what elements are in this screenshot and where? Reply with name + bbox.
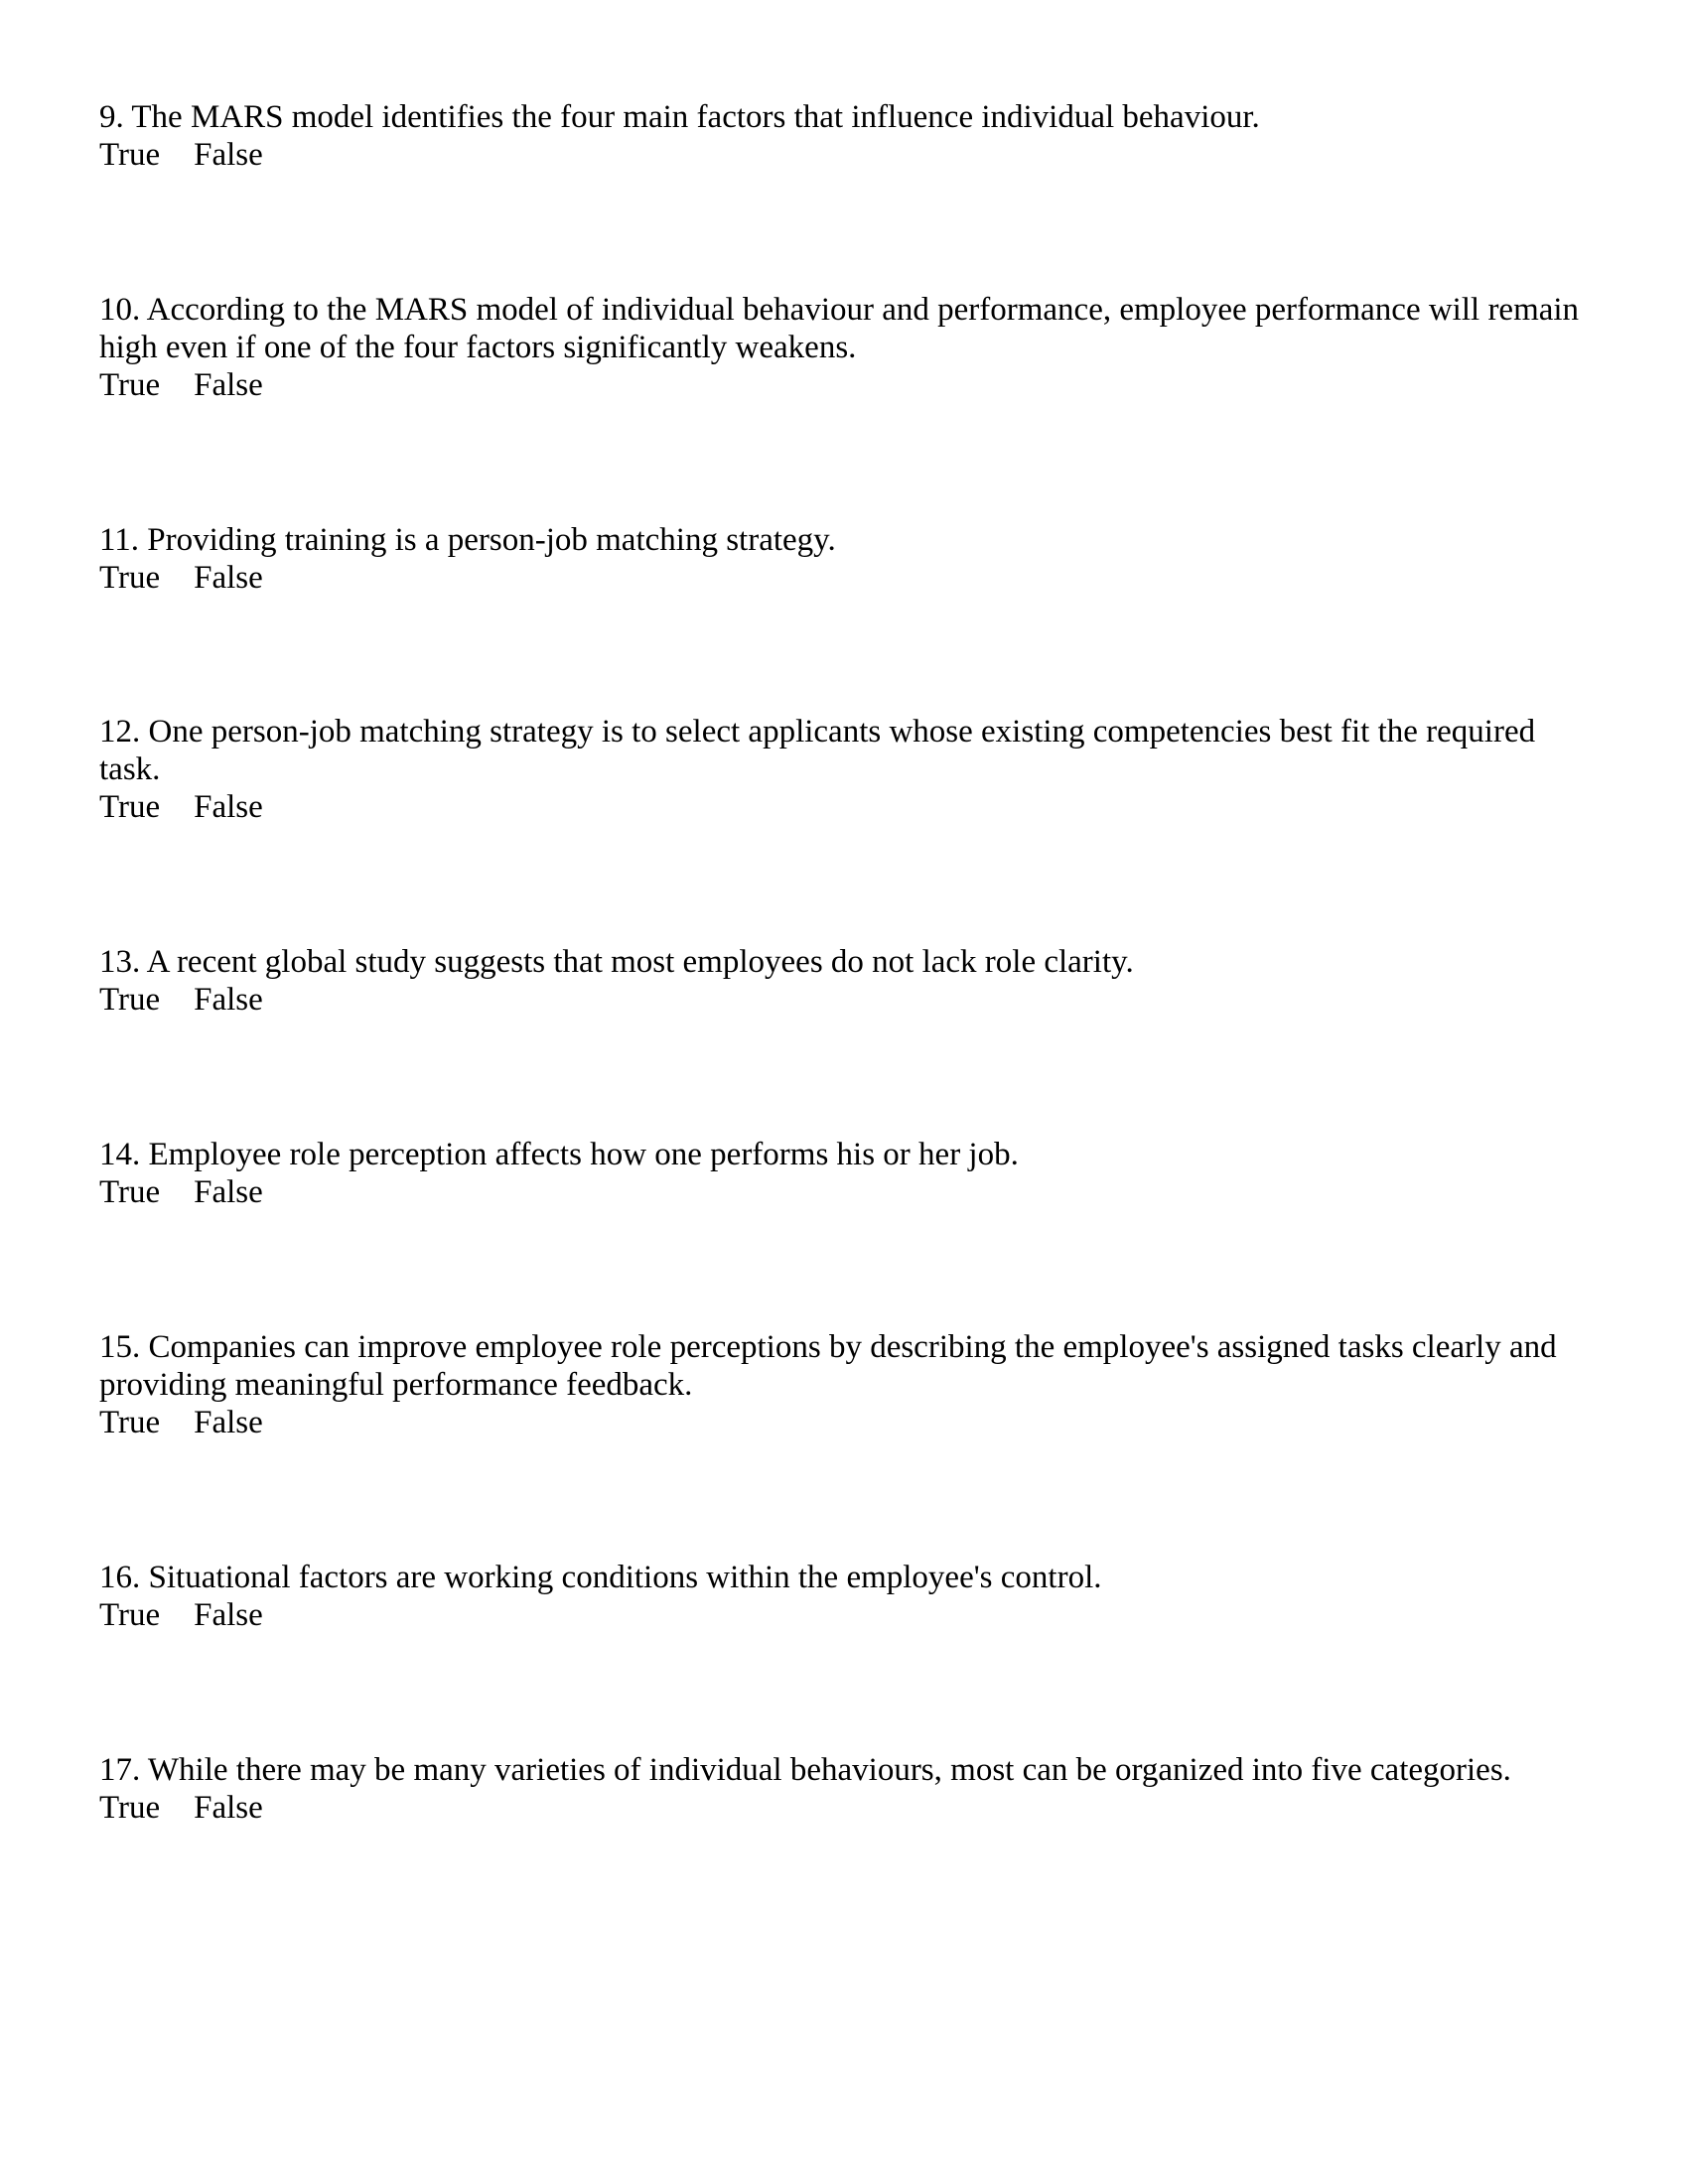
option-true: True bbox=[99, 367, 161, 403]
question-14 bbox=[99, 1136, 1589, 1211]
option-false: False bbox=[194, 1405, 263, 1440]
option-false: False bbox=[194, 1790, 263, 1826]
option-true: True bbox=[99, 982, 161, 1018]
answer-options bbox=[99, 1404, 1589, 1441]
answer-options bbox=[99, 136, 1589, 174]
question-text: 13. A recent global study suggests that most employees do not lack role clarity. bbox=[99, 944, 1134, 980]
question-text: 11. Providing training is a person-job matching strategy. bbox=[99, 522, 836, 558]
answer-options bbox=[99, 788, 1589, 826]
question-15 bbox=[99, 1328, 1589, 1441]
option-true: True bbox=[99, 789, 161, 825]
question-text: 9. The MARS model identifies the four main factors that influence individual behaviour. bbox=[99, 99, 1260, 135]
option-true: True bbox=[99, 1597, 161, 1633]
question-text: 15. Companies can improve employee role perceptions by describing the employee's assigned tasks clearly and providing meaningful performance feedback. bbox=[99, 1329, 1557, 1403]
question-13 bbox=[99, 943, 1589, 1019]
question-text: 17. While there may be many varieties of individual behaviours, most can be organized into five categories. bbox=[99, 1752, 1511, 1788]
option-false: False bbox=[194, 789, 263, 825]
option-false: False bbox=[194, 560, 263, 596]
question-17 bbox=[99, 1751, 1589, 1827]
question-11 bbox=[99, 521, 1589, 597]
answer-options bbox=[99, 1173, 1589, 1211]
question-9 bbox=[99, 98, 1589, 174]
question-16 bbox=[99, 1559, 1589, 1634]
question-12 bbox=[99, 713, 1589, 826]
answer-options bbox=[99, 1789, 1589, 1827]
option-true: True bbox=[99, 137, 161, 173]
answer-options bbox=[99, 1596, 1589, 1634]
answer-options bbox=[99, 366, 1589, 404]
question-text: 16. Situational factors are working conditions within the employee's control. bbox=[99, 1560, 1102, 1595]
option-false: False bbox=[194, 982, 263, 1018]
option-false: False bbox=[194, 1174, 263, 1210]
question-text: 10. According to the MARS model of individual behaviour and performance, employee performance will remain high even if one of the four factors significantly weakens. bbox=[99, 292, 1580, 365]
option-true: True bbox=[99, 560, 161, 596]
answer-options bbox=[99, 559, 1589, 597]
option-false: False bbox=[194, 137, 263, 173]
question-text: 12. One person-job matching strategy is to select applicants whose existing competencies best fit the required task. bbox=[99, 714, 1536, 787]
option-false: False bbox=[194, 367, 263, 403]
option-true: True bbox=[99, 1790, 161, 1826]
question-text: 14. Employee role perception affects how one performs his or her job. bbox=[99, 1137, 1019, 1172]
option-false: False bbox=[194, 1597, 263, 1633]
answer-options bbox=[99, 981, 1589, 1019]
question-10 bbox=[99, 291, 1589, 404]
option-true: True bbox=[99, 1405, 161, 1440]
option-true: True bbox=[99, 1174, 161, 1210]
